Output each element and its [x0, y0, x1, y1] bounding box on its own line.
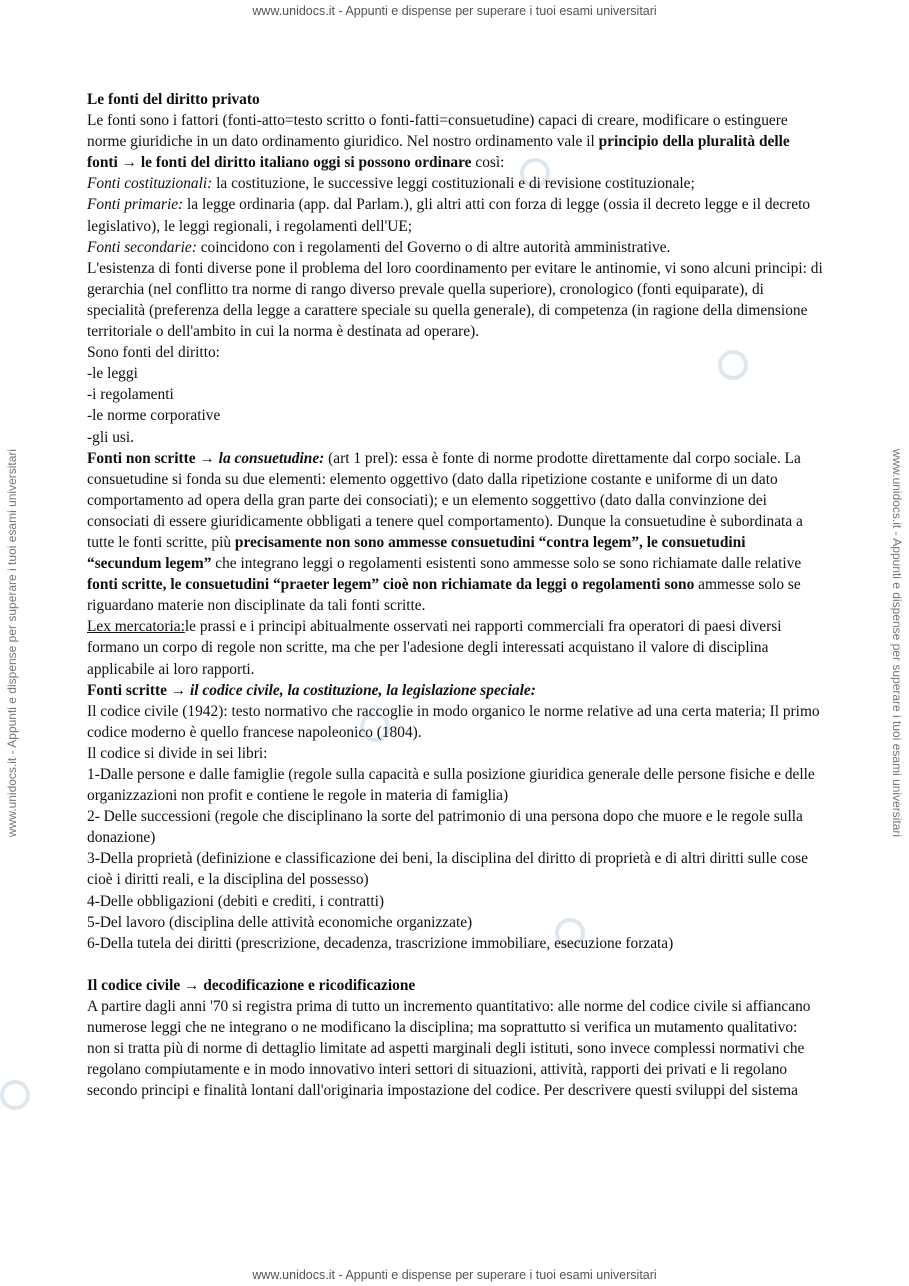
watermark-top: www.unidocs.it - Appunti e dispense per superare i tuoi esami universitari	[252, 4, 657, 18]
paragraph-lex-mercatoria: Lex mercatoria:le prassi e i principi abitualmente osservati nei rapporti commerciali fra operatori di paesi diversi formano un corpo di regole non scritte, ma che per l'adesione degli interessati acquistano il valore di disciplina applicabile ai loro rapporti.	[87, 618, 782, 678]
section-title: Il codice civile → decodificazione e ricodificazione	[87, 976, 416, 994]
list-item: -i regolamenti	[87, 386, 174, 404]
spacer	[87, 954, 823, 975]
document-body	[87, 89, 823, 1101]
list-item: 6-Della tutela dei diritti (prescrizione, decadenza, trascrizione immobiliare, esecuzione forzata)	[87, 934, 674, 952]
list-item: 2- Delle successioni (regole che disciplinano la sorte del patrimonio di una persona dopo che muore e le regole sulla donazione)	[87, 808, 803, 847]
list-item: 1-Dalle persone e dalle famiglie (regole sulla capacità e sulla posizione giuridica generale delle persone fisiche e delle organizzazioni non profit e contiene le regole in materia di famiglia)	[87, 766, 815, 805]
list-item: -le norme corporative	[87, 407, 221, 425]
watermark-bottom: www.unidocs.it - Appunti e dispense per superare i tuoi esami universitari	[252, 1268, 657, 1282]
list-item: 4-Delle obbligazioni (debiti e crediti, i contratti)	[87, 892, 385, 910]
list-item: 3-Della proprietà (definizione e classificazione dei beni, la disciplina del diritto di proprietà e di altri diritti sulle cose cioè i diritti reali, e la disciplina del possesso)	[87, 850, 808, 889]
list-item: 5-Del lavoro (disciplina delle attività economiche organizzate)	[87, 913, 473, 931]
paragraph-fonti-costituzionali: Fonti costituzionali: la costituzione, le successive leggi costituzionali e di revisione costituzionale;	[87, 175, 695, 193]
paragraph-fonti-scritte: Fonti scritte → il codice civile, la costituzione, la legislazione speciale:	[87, 681, 536, 699]
list-item: -gli usi.	[87, 428, 135, 446]
paragraph-codice-divide: Il codice si divide in sei libri:	[87, 744, 268, 762]
paragraph-fonti-non-scritte: Fonti non scritte → la consuetudine: (art 1 prel): essa è fonte di norme prodotte direttamente dal corpo sociale. La consuetudine si fonda su due elementi: elemento oggettivo (dato dalla ripetizione costante e uniforme di un dato comportamento ad opera della gran parte dei consociati); e un elemento soggettivo (dato dalla convinzione dei consociati di essere giuridicamente obbligati a tenere quel comportamento). Dunque la consuetudine è subordinata a tutte le fonti scritte, più precisamente non sono ammesse consuetudini “contra legem”, le consuetudini “secundum legem” che integrano leggi o regolamenti esistenti sono ammesse solo se sono richiamate dalle relative fonti scritte, le consuetudini “praeter legem” cioè non richiamate da leggi o regolamenti sono ammesse solo se riguardano materie non disciplinate da tali fonti scritte.	[87, 449, 803, 615]
paragraph-fonti-secondarie: Fonti secondarie: coincidono con i regolamenti del Governo o di altre autorità amministrative.	[87, 238, 671, 256]
paragraph-decodificazione: A partire dagli anni '70 si registra prima di tutto un incremento quantitativo: alle norme del codice civile si affiancano numerose leggi che ne integrano o ne modificano la disciplina; ma soprattutto si verifica un mutamento qualitativo: non si tratta più di norme di dettaglio limitate ad aspetti marginali degli istituti, sono invece complessi normativi che regolano compiutamente e in modo innovativo interi settori di situazioni, attività, rapporti dei privati e li regolano secondo principi e finalità lontani dall'originaria impostazione del codice. Per descrivere questi sviluppi del sistema	[87, 997, 811, 1100]
watermark-logo-icon	[0, 1080, 30, 1110]
paragraph-sono-fonti: Sono fonti del diritto:	[87, 344, 220, 362]
list-item: -le leggi	[87, 365, 138, 383]
section-title: Le fonti del diritto privato	[87, 91, 260, 108]
paragraph-antinomie: L'esistenza di fonti diverse pone il problema del loro coordinamento per evitare le antinomie, vi sono alcuni principi: di gerarchia (nel conflitto tra norme di rango diverso prevale quella superiore), cronologico (fonti equiparate), di specialità (preferenza della legge a carattere speciale su quella generale), di competenza (in ragione della dimensione territoriale o dell'ambito in cui la norma è destinata ad operare).	[87, 259, 823, 341]
paragraph-intro: Le fonti sono i fattori (fonti-atto=testo scritto o fonti-fatti=consuetudine) capaci di creare, modificare o estinguere norme giuridiche in un dato ordinamento giuridico. Nel nostro ordinamento vale il principio della pluralità delle fonti → le fonti del diritto italiano oggi si possono ordinare così:	[87, 112, 790, 172]
paragraph-codice-intro: Il codice civile (1942): testo normativo che raccoglie in modo organico le norme relative ad una certa materia; Il primo codice moderno è quello francese napoleonico (1804).	[87, 702, 820, 741]
paragraph-fonti-primarie: Fonti primarie: la legge ordinaria (app. dal Parlam.), gli altri atti con forza di legge (ossia il decreto legge e il decreto legislativo), le leggi regionali, i regolamenti dell'UE;	[87, 196, 811, 235]
watermark-left: www.unidocs.it - Appunti e dispense per superare i tuoi esami universitari	[5, 448, 19, 838]
watermark-right: www.unidocs.it - Appunti e dispense per superare i tuoi esami universitari	[890, 448, 904, 838]
